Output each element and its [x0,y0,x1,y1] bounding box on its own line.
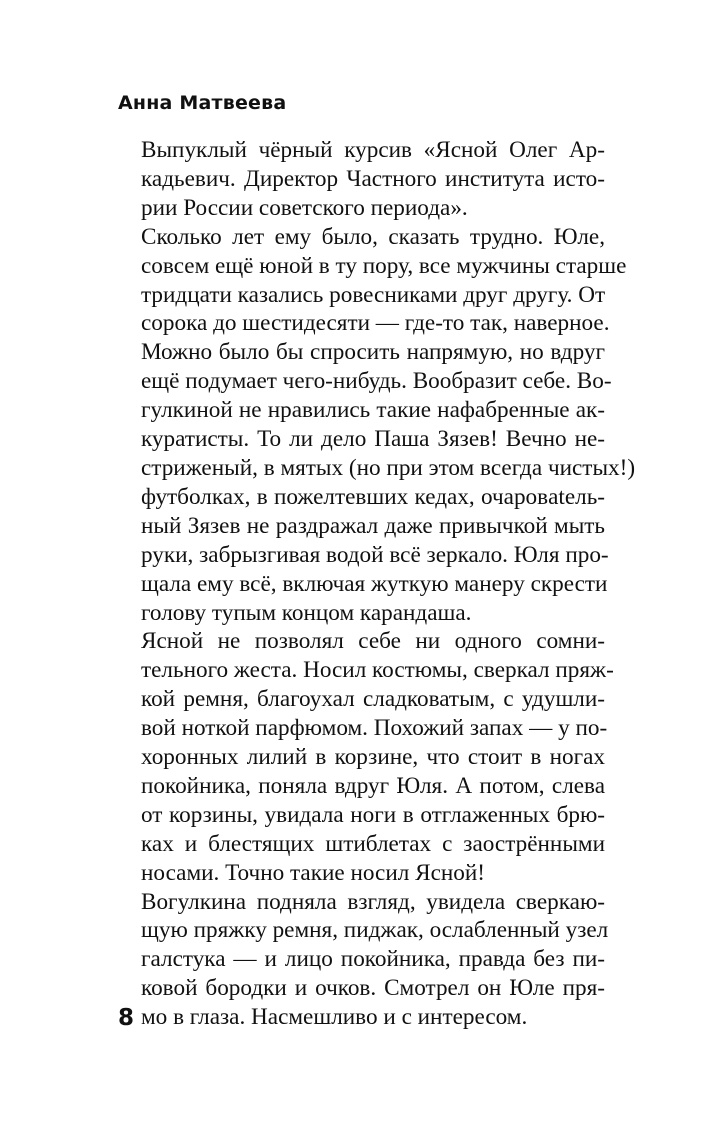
paragraph-3 [118,627,614,887]
text-line: ках и блестящих штиблетах с заострёнными [141,830,605,857]
text-line: гулкиной не нравились такие нафабренные ак- [141,397,605,424]
text-line: щала ему всё, включая жуткую манеру скрести [141,570,608,597]
text-line: куратисты. То ли дело Паша Зязев! Вечно не- [141,426,605,453]
text-line: тридцати казались ровесниками друг другу. От [141,281,606,308]
text-line: Ясной не позволял себе ни одного сомни- [141,628,605,655]
text-line: щую пряжку ремня, пиджак, ослабленный узел [141,917,609,944]
paragraph-1 [118,136,605,223]
text-line: ещё подумает чего-нибудь. Вообразит себе. Во- [141,368,612,395]
text-line: Вогулкина подняла взгляд, увидела сверкаю- [141,888,605,915]
text-line: хоронных лилий в корзине, что стоит в ногах [141,744,605,771]
text-line: ный Зязев не раздражал даже привычкой мыть [141,512,605,539]
text-line: носами. Точно такие носил Ясной! [141,859,486,886]
text-line: Выпуклый чёрный курсив «Ясной Олег Ар- [141,137,605,163]
text-line: сорока до шестидесяти — где-то так, наверное. [141,310,610,337]
text-line: стриженый, в мятых (но при этом всегда чистых!) [141,454,636,481]
text-line: футболках, в пожелтевших кедах, очаровatель- [141,483,605,510]
text-line: вой ноткой парфюмом. Похожий запах — у по- [141,715,608,742]
text-line: голову тупым концом карандаша. [141,599,472,626]
text-line: тельного жеста. Носил костюмы, сверкал пряж- [141,657,614,684]
text-line: кой ремня, благоухал сладковатым, с удушли- [141,686,605,713]
text-line: Сколько лет ему было, сказать трудно. Юле, [141,223,605,250]
text-line: от корзины, увидала ноги в отглаженных брю- [141,801,605,828]
running-head-author: Анна Матвеева [118,92,287,114]
text-line: совсем ещё юной в ту пору, все мужчины старше [141,252,627,279]
text-line: покойника, поняла вдруг Юля. А потом, слева [141,772,605,799]
text-line: руки, забрызгивая водой всё зеркало. Юля про- [141,541,609,568]
page-number: 8 [118,1005,135,1031]
text-line: мо в глаза. Насмешливо и с интересом. [141,1004,528,1031]
text-line: Можно было бы спросить напрямую, но вдруг [141,339,605,366]
text-line: кадьевич. Директор Частного института исто- [141,165,605,192]
paragraph-4 [118,888,609,1033]
text-line: рии России советского периода». [141,194,468,221]
text-line: ковой бородки и очков. Смотрел он Юле пря- [141,975,605,1002]
paragraph-2 [118,223,636,628]
body-text [118,136,636,1032]
text-line: галстука — и лицо покойника, правда без пи- [141,946,605,973]
